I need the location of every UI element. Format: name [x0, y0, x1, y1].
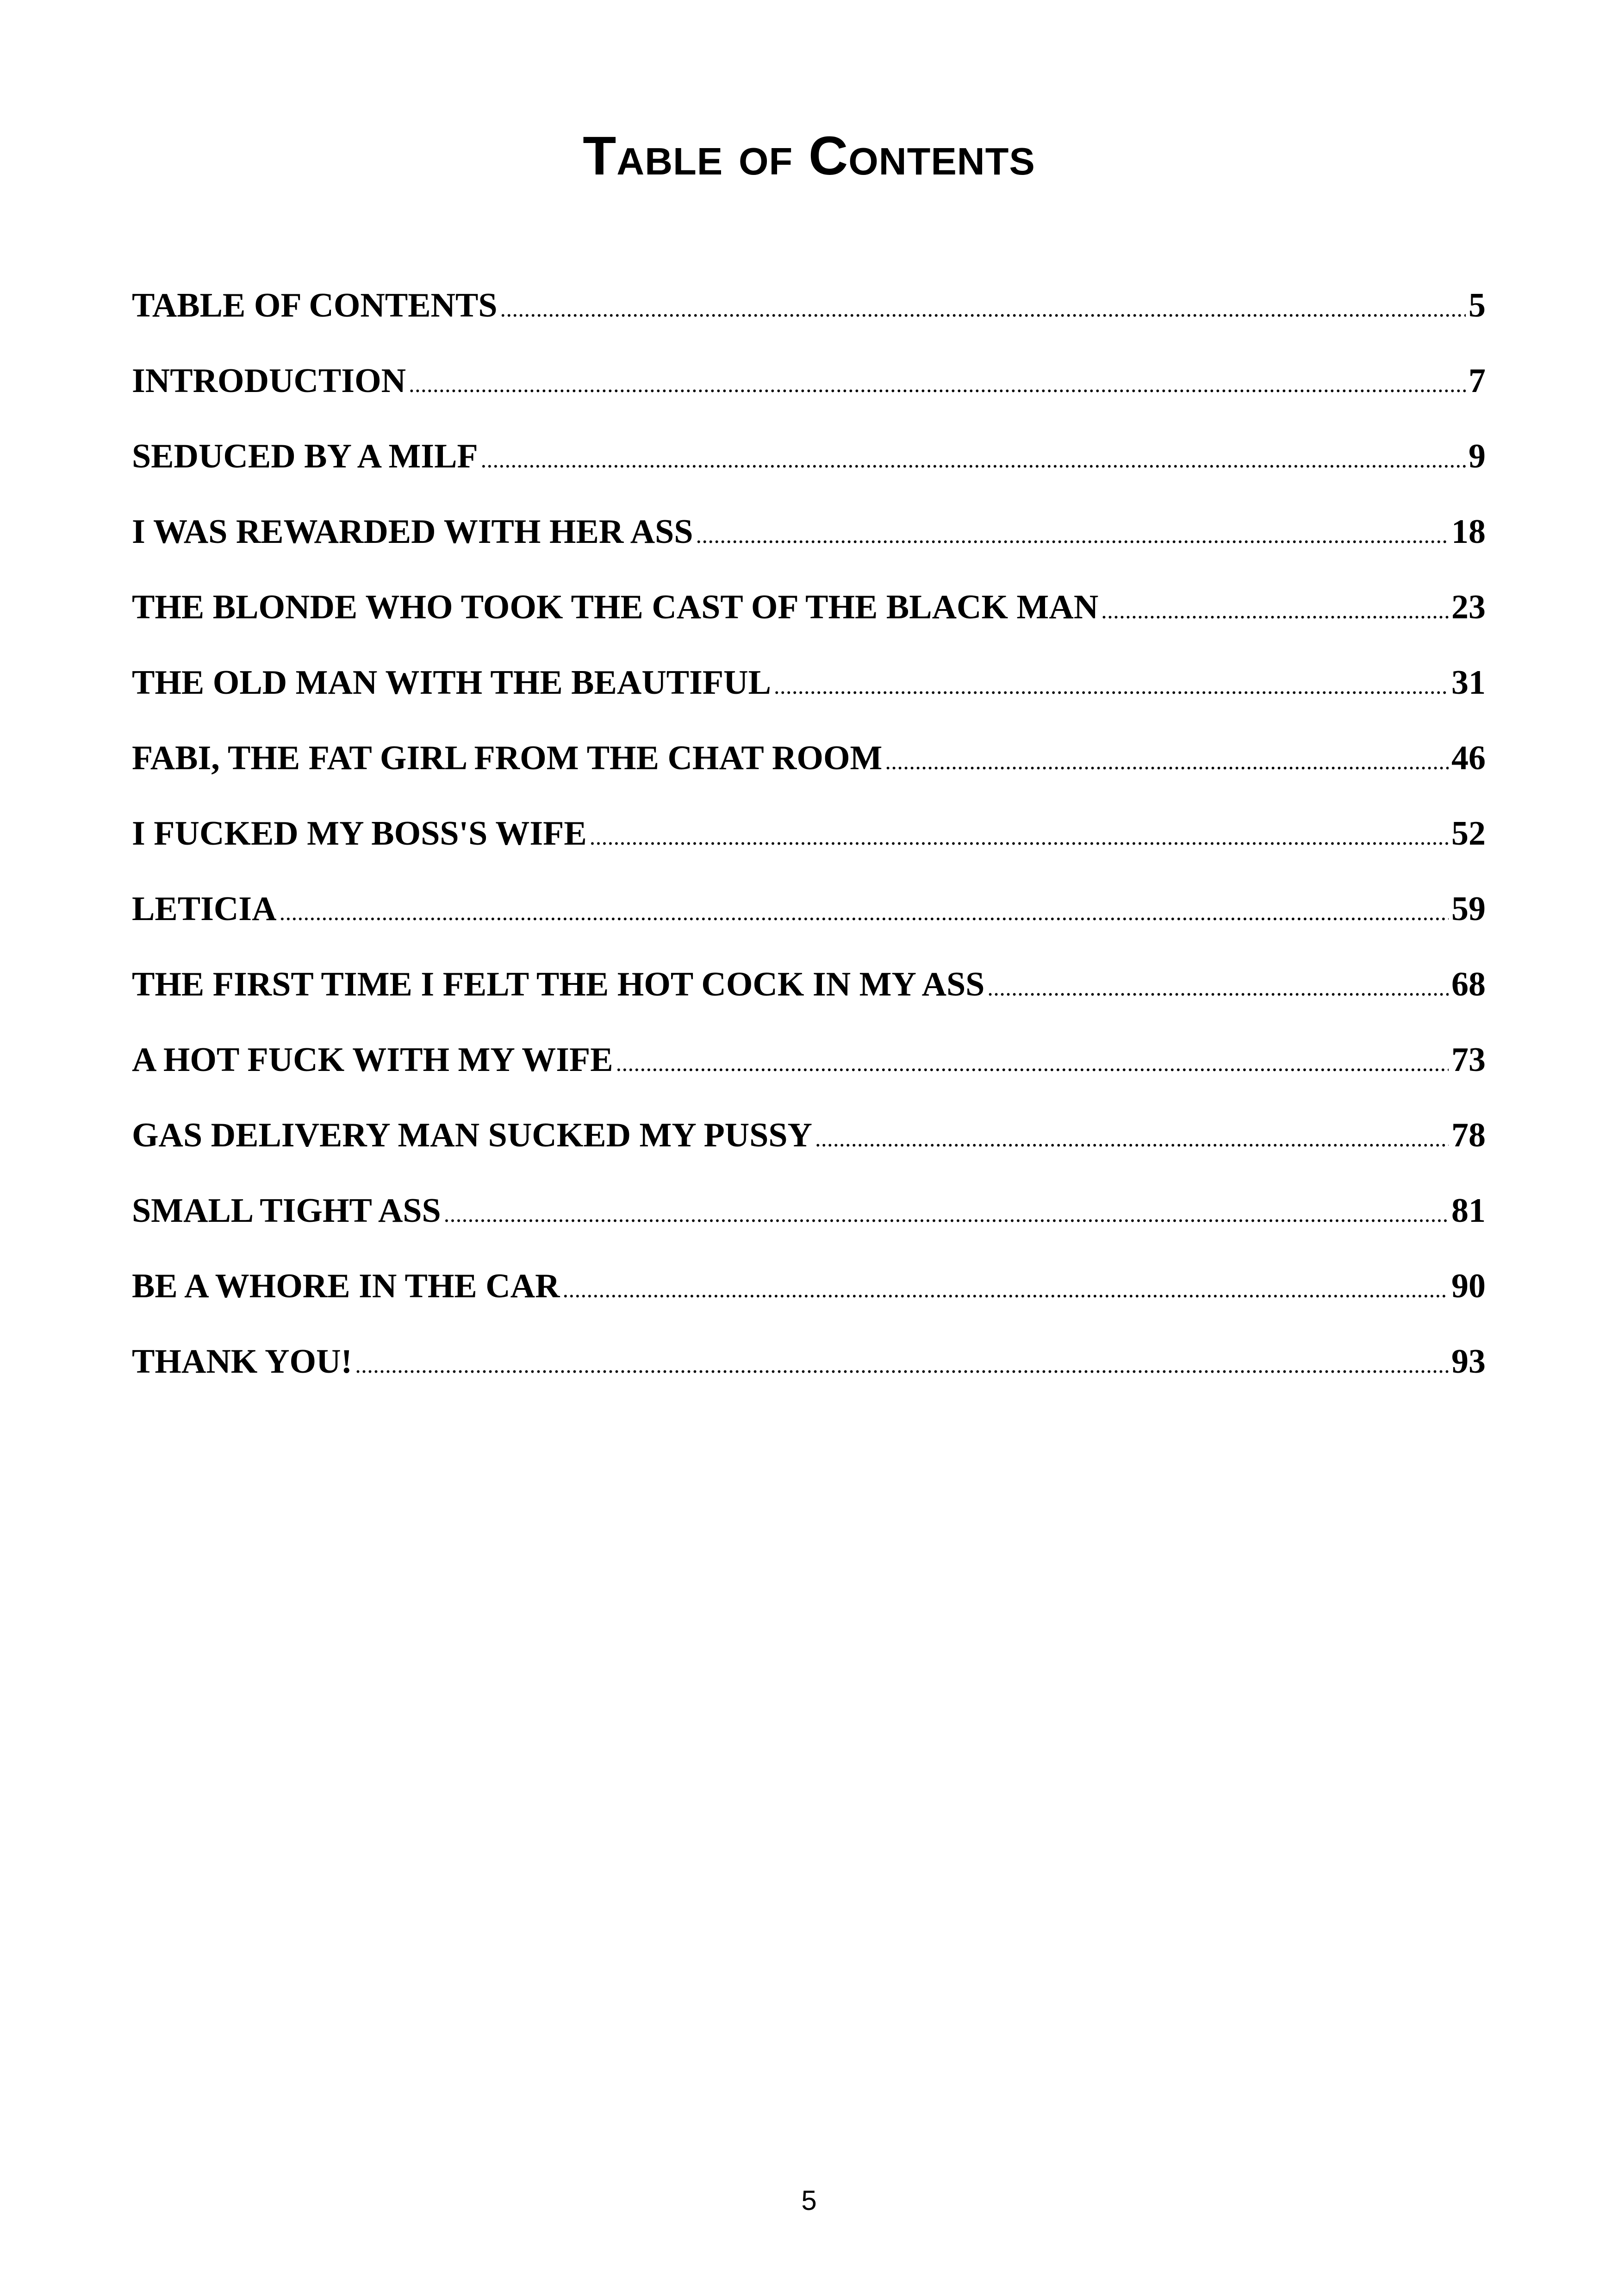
toc-leader-dots	[774, 660, 1449, 709]
toc-entry[interactable]	[132, 961, 1486, 1037]
toc-entry[interactable]	[132, 1263, 1486, 1338]
toc-entry[interactable]	[132, 660, 1486, 735]
toc-leader-dots	[280, 886, 1449, 935]
toc-entry-label: GAS DELIVERY MAN SUCKED MY PUSSY	[132, 1116, 812, 1154]
toc-entry-page: 9	[1469, 437, 1486, 475]
toc-entry[interactable]	[132, 358, 1486, 433]
toc-entry-label: A HOT FUCK WITH MY WIFE	[132, 1041, 613, 1079]
toc-entry-label: THE BLONDE WHO TOOK THE CAST OF THE BLACK MAN	[132, 588, 1099, 626]
toc-entry-label: LETICIA	[132, 890, 277, 928]
toc-entry[interactable]	[132, 584, 1486, 660]
toc-entry[interactable]	[132, 1338, 1486, 1414]
toc-leader-dots	[696, 509, 1449, 558]
toc-entry-page: 93	[1451, 1343, 1486, 1381]
toc-entry-page: 59	[1451, 890, 1486, 928]
toc-entry-page: 81	[1451, 1192, 1486, 1230]
toc-entry-label: BE A WHORE IN THE CAR	[132, 1267, 560, 1305]
toc-leader-dots	[444, 1188, 1449, 1237]
toc-entry[interactable]	[132, 810, 1486, 886]
toc-entry[interactable]	[132, 1188, 1486, 1263]
toc-leader-dots	[409, 358, 1466, 407]
toc-entry-label: TABLE OF CONTENTS	[132, 286, 498, 324]
toc-entry[interactable]	[132, 1037, 1486, 1112]
toc-entry[interactable]	[132, 282, 1486, 358]
toc-entry[interactable]	[132, 509, 1486, 584]
toc-leader-dots	[481, 433, 1466, 483]
toc-entry-page: 31	[1451, 664, 1486, 702]
toc-leader-dots	[885, 735, 1449, 784]
page-title: Table of Contents	[583, 125, 1035, 187]
table-of-contents	[132, 282, 1486, 1414]
toc-entry-page: 7	[1469, 362, 1486, 400]
toc-leader-dots	[1101, 584, 1449, 634]
toc-leader-dots	[500, 282, 1466, 332]
toc-entry-label: THANK YOU!	[132, 1343, 353, 1381]
page-number: 5	[801, 2185, 817, 2216]
toc-entry-label: THE FIRST TIME I FELT THE HOT COCK IN MY ASS	[132, 965, 985, 1003]
toc-entry-page: 46	[1451, 739, 1486, 777]
toc-entry[interactable]	[132, 735, 1486, 810]
toc-entry[interactable]	[132, 886, 1486, 961]
toc-entry-page: 68	[1451, 965, 1486, 1003]
toc-entry[interactable]	[132, 1112, 1486, 1188]
toc-entry-page: 90	[1451, 1267, 1486, 1305]
toc-leader-dots	[355, 1338, 1449, 1388]
toc-leader-dots	[616, 1037, 1449, 1086]
toc-entry-label: INTRODUCTION	[132, 362, 406, 400]
toc-entry-label: THE OLD MAN WITH THE BEAUTIFUL	[132, 664, 771, 702]
toc-entry-page: 5	[1469, 286, 1486, 324]
toc-leader-dots	[987, 961, 1449, 1011]
toc-leader-dots	[590, 810, 1449, 860]
toc-leader-dots	[815, 1112, 1449, 1162]
toc-entry-page: 23	[1451, 588, 1486, 626]
toc-leader-dots	[563, 1263, 1449, 1313]
toc-entry-page: 52	[1451, 815, 1486, 852]
toc-entry-label: I FUCKED MY BOSS'S WIFE	[132, 815, 587, 852]
toc-entry-label: SMALL TIGHT ASS	[132, 1192, 441, 1230]
toc-entry-page: 18	[1451, 513, 1486, 551]
toc-entry-page: 78	[1451, 1116, 1486, 1154]
toc-entry-label: I WAS REWARDED WITH HER ASS	[132, 513, 693, 551]
toc-entry-label: SEDUCED BY A MILF	[132, 437, 478, 475]
toc-entry[interactable]	[132, 433, 1486, 509]
toc-entry-label: FABI, THE FAT GIRL FROM THE CHAT ROOM	[132, 739, 883, 777]
toc-entry-page: 73	[1451, 1041, 1486, 1079]
